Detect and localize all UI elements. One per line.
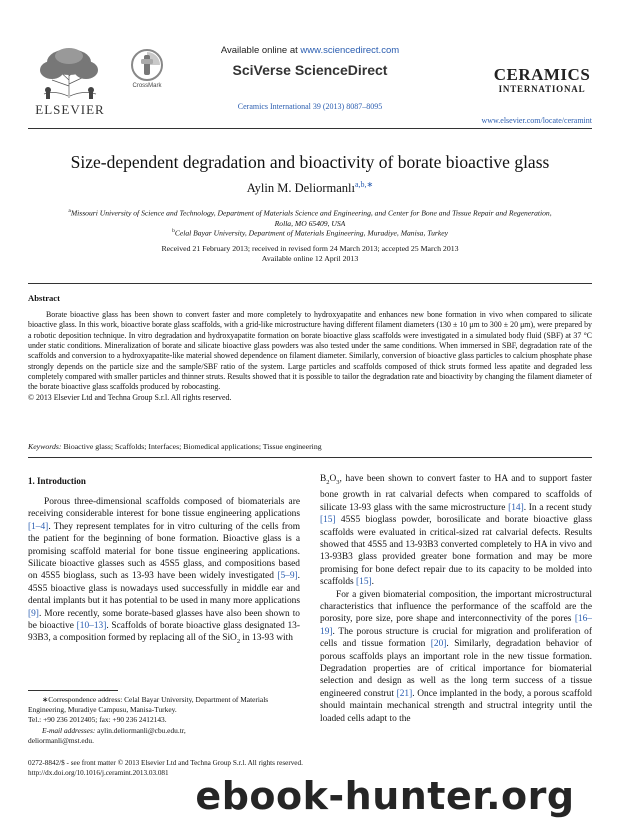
doi-link[interactable]: http://dx.doi.org/10.1016/j.ceramint.2013.03.081 bbox=[28, 768, 169, 777]
paragraph bbox=[320, 589, 592, 725]
author-affiliation-marks[interactable]: a,b,∗ bbox=[354, 180, 374, 189]
abstract-body bbox=[28, 310, 592, 403]
text-run: O bbox=[329, 474, 337, 484]
elsevier-tree-logo bbox=[34, 46, 104, 100]
text-run: B bbox=[320, 474, 327, 484]
author-line bbox=[28, 180, 592, 196]
keywords-label: Keywords: bbox=[28, 442, 62, 451]
citation-link[interactable]: [16–19] bbox=[320, 614, 592, 637]
citation-link[interactable]: [20] bbox=[430, 639, 447, 650]
subscript: 2 bbox=[236, 638, 241, 646]
subscript: 3 bbox=[336, 478, 340, 486]
right-column bbox=[320, 473, 592, 725]
text-run: . 45S5 bioactive glass is nowadays used successfully in middle ear and dental implants but it has potential to be used in many more applications bbox=[28, 571, 300, 607]
keywords-list: Bioactive glass; Scaffolds; Interfaces; Biomedical applications; Tissue engineering bbox=[61, 442, 322, 451]
citation-link[interactable]: [5–9] bbox=[277, 571, 298, 582]
text-run: Porous three-dimensional scaffolds composed of biomaterials are receiving considerable interest for bone tissue engineering applications bbox=[28, 497, 300, 520]
paragraph bbox=[320, 473, 592, 589]
available-prefix: Available online at bbox=[220, 45, 301, 56]
abstract-copyright: © 2013 Elsevier Ltd and Techna Group S.r.l. All rights reserved. bbox=[28, 392, 232, 402]
crossmark-icon[interactable] bbox=[130, 48, 164, 82]
article-title: Size-dependent degradation and bioactivity of borate bioactive glass bbox=[70, 152, 550, 172]
email-line bbox=[28, 726, 300, 736]
sciencedirect-link[interactable]: www.sciencedirect.com bbox=[300, 45, 400, 56]
header-rule bbox=[28, 128, 592, 129]
text-run: . More recently, some borate-based glasses have also been shown to be bioactive bbox=[28, 608, 300, 632]
abstract-text: Borate bioactive glass has been shown to convert faster and more completely to hydroxyapatite and enhances new bone formation in vivo when compared to silicate bioactive glass. In this work, bioactive borate glass scaffolds, with a grid-like microstructure having different filament diameters (130 ± 10 μm to 300 ± 20 μm), were prepared by a robotic deposition technique. In vitro degradation and hydroxyapatite formation on borate bioactive glass scaffolds were investigated in a simulated body fluid (SBF) at 37 °C under static conditions. Mineralization of borate and silicate bioactive glass powders was also tested under the same conditions. When immersed in SBF, degradation rate of the scaffolds and conversion to a hydroxyapatite-like material showed dependence on filament diameter. Similarly, conversion of bioactive glass particles to calcium phosphate phase strongly depends on the particle size and the sample/SBF ratio of the system. Large particles and scaffolds composed of thick struts formed less apatite and degraded less completely compared with smaller particles and thinner struts. Results showed that it is possible to tailor the degradation rate and bioactivity by changing the filament diameter of the borate bioactive glass scaffolds produced by robocasting. bbox=[28, 310, 592, 392]
citation-link[interactable]: [21] bbox=[396, 688, 413, 699]
crossmark-label: CrossMark bbox=[132, 83, 162, 89]
citation-link[interactable]: [15] bbox=[356, 577, 372, 588]
affiliation-text: Missouri University of Science and Technology, Department of Materials Science and Engineering, and Center for Bone and Tissue Repair and Regeneration, Rolla, MO 65409, USA bbox=[70, 208, 552, 228]
platform-name: SciVerse ScienceDirect bbox=[232, 62, 388, 78]
text-run: . Similarly, degradation behavior of porous scaffolds plays an important role in the new tissue formation. Degradation properties are of critical importance for biomaterial selection and design as well as the long term success of a tissue engineered construt bbox=[320, 639, 592, 699]
left-column bbox=[28, 496, 300, 649]
citation-link[interactable]: [9] bbox=[28, 608, 39, 619]
paragraph bbox=[28, 496, 300, 649]
citation-link[interactable]: [10–13] bbox=[76, 621, 107, 632]
email-label: E-mail addresses: bbox=[42, 725, 96, 735]
abstract-heading: Abstract bbox=[28, 293, 60, 303]
correspondence-footnote bbox=[28, 695, 300, 746]
affiliation-text: Celal Bayar University, Department of Materials Engineering, Muradiye, Manisa, Turkey bbox=[174, 228, 448, 238]
watermark-text: ebook-hunter.org bbox=[195, 774, 575, 818]
received-dates: Received 21 February 2013; received in revised form 24 March 2013; accepted 25 March 2013 bbox=[161, 244, 459, 253]
correspondence-address: ∗Correspondence address: Celal Bayar University, Department of Materials Engineering, Muradiye Campusu, Manisa-Turkey. bbox=[28, 695, 269, 715]
phone-fax: Tel.: +90 236 2012405; fax: +90 236 2412143. bbox=[28, 715, 167, 725]
journal-name-line1: CERAMICS bbox=[493, 65, 591, 84]
text-run: , have been shown to convert faster to HA and to support faster bone growth in rat calvarial defects when compared to scaffolds of silicate 13-93 glass with the same microstructure bbox=[320, 474, 592, 513]
journal-name-line2: INTERNATIONAL bbox=[498, 84, 586, 94]
issn-line: 0272-8842/$ - see front matter © 2013 Elsevier Ltd and Techna Group S.r.l. All rights reserved. bbox=[28, 759, 303, 767]
available-online-line bbox=[210, 45, 410, 56]
text-run: . They represent templates for in vitro culturing of the cells from the patient for the beginning of bone formation. Bioactive glass is a promising scaffold material for bone tissue engineering applications. Silicate bioactive glasses such as 45S5 glass, and compositions based on 45S5 bioglass, such as 13-93 have been widely investigated bbox=[28, 521, 300, 582]
text-run: . Once implanted in the body, a porous scaffold should maintain mechanical strength and structral integrity until the loaded cells adapt to the bbox=[320, 688, 592, 724]
abstract-top-rule bbox=[28, 283, 592, 284]
keywords-line bbox=[28, 442, 592, 451]
citation-link[interactable]: [15] bbox=[320, 515, 336, 526]
citation-link[interactable]: [1–4] bbox=[28, 521, 49, 532]
text-run: . In a recent study bbox=[523, 502, 592, 513]
affiliation-mark: a bbox=[68, 208, 71, 214]
author-name: Aylin M. Deliormanlı bbox=[246, 181, 355, 196]
journal-reference[interactable]: Ceramics International 39 (2013) 8087–8095 bbox=[237, 102, 383, 111]
section-heading-introduction: 1. Introduction bbox=[28, 476, 86, 486]
journal-logo bbox=[492, 66, 592, 94]
footnote-rule bbox=[28, 690, 118, 691]
online-date: Available online 12 April 2013 bbox=[261, 254, 359, 263]
text-run: . Scaffolds of borate bioactive glass designated 13-93B3, a composition formed by replacing all of the SiO bbox=[28, 621, 300, 644]
text-run: in 13-93 with bbox=[240, 633, 293, 644]
text-run: For a given biomaterial composition, the important microstructural characteristics that influence the performance of the scaffold are the porosity, pore size, pore shape and interconnectivity of the pores bbox=[320, 589, 592, 625]
publisher-logo-text: ELSEVIER bbox=[35, 102, 105, 117]
text-run: . The porous structure is crucial for migration and proliferation of cells and tissue formation bbox=[320, 626, 592, 650]
affiliation-b bbox=[60, 226, 560, 239]
abstract-bottom-rule bbox=[28, 457, 592, 458]
email-link[interactable]: deliormanli@mst.edu. bbox=[28, 735, 94, 745]
affiliation-mark: b bbox=[172, 228, 175, 234]
subscript: 2 bbox=[326, 478, 330, 486]
citation-link[interactable]: [14] bbox=[508, 502, 524, 513]
text-run: . bbox=[371, 577, 374, 588]
text-run: 45S5 bioglass powder, borosilicate and borate bioactive glass scaffolds were evaluated in critical-sized rat calvarial defects. Results showed that 45S5 and 13-93B3 converted completely to HA in vivo and 13-93B3 glass provided greater bone formation and may be more promising for bone defect repair due to its capacity to be molded into scaffolds bbox=[320, 515, 592, 588]
email-link[interactable]: aylin.deliormanli@cbu.edu.tr, bbox=[95, 725, 186, 735]
journal-url-link[interactable]: www.elsevier.com/locate/ceramint bbox=[481, 116, 592, 125]
